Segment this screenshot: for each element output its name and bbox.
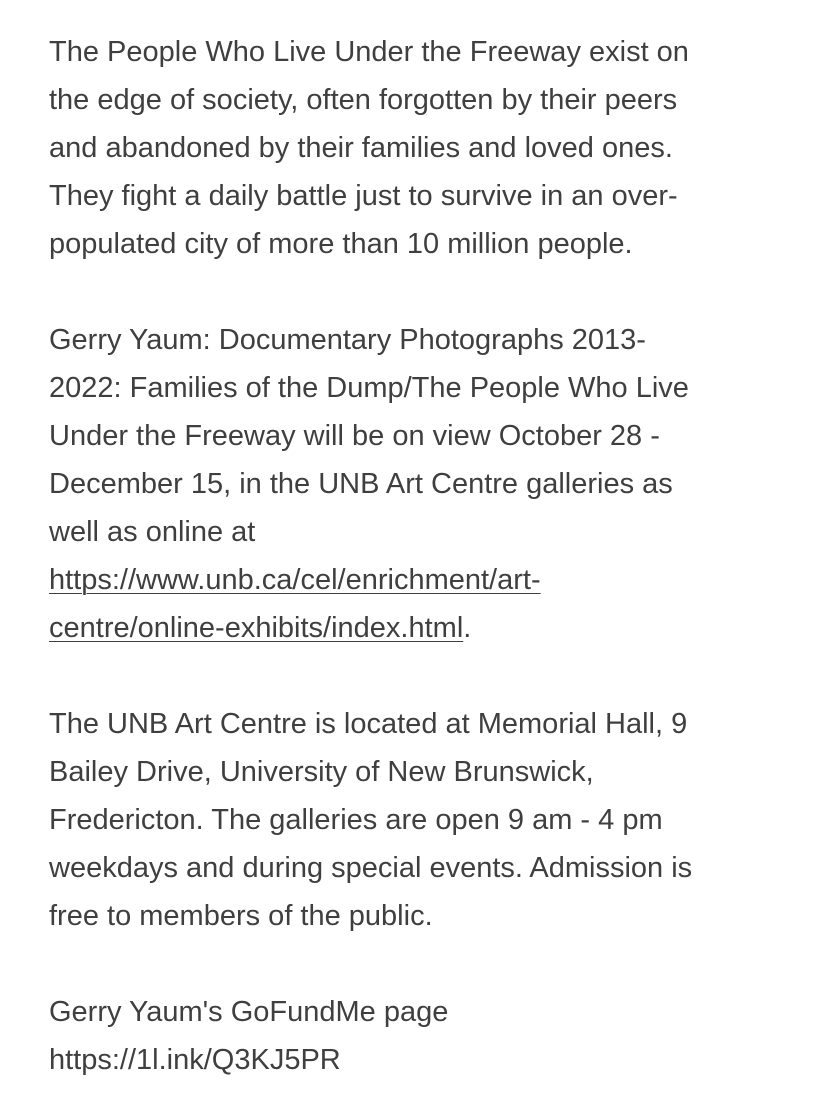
link-period: . <box>463 612 472 644</box>
text-line: December 15, in the UNB Art Centre galleries as <box>49 468 673 500</box>
text-line: Bailey Drive, University of New Brunswick, <box>49 756 594 788</box>
gofundme-label: Gerry Yaum's GoFundMe page <box>49 996 449 1028</box>
paragraph-location <box>49 700 789 940</box>
text-line: the edge of society, often forgotten by their peers <box>49 84 678 116</box>
gofundme-url[interactable]: https://1l.ink/Q3KJ5PR <box>49 1044 341 1076</box>
online-exhibits-link-continued[interactable]: centre/online-exhibits/index.html <box>49 612 464 644</box>
text-line: populated city of more than 10 million people. <box>49 228 633 260</box>
text-line: free to members of the public. <box>49 900 433 932</box>
text-line: weekdays and during special events. Admission is <box>49 852 693 884</box>
text-line: and abandoned by their families and loved ones. <box>49 132 673 164</box>
paragraph-exhibition <box>49 316 789 652</box>
text-line: They fight a daily battle just to survive in an over- <box>49 180 678 212</box>
text-line: well as online at <box>49 516 256 548</box>
link-line <box>49 604 789 652</box>
text-line: The UNB Art Centre is located at Memorial Hall, 9 <box>49 708 688 740</box>
paragraph-intro <box>49 28 789 268</box>
paragraph-gofundme <box>49 988 789 1084</box>
text-line: Under the Freeway will be on view October 28 - <box>49 420 660 452</box>
text-line: The People Who Live Under the Freeway exist on <box>49 36 689 68</box>
online-exhibits-link[interactable]: https://www.unb.ca/cel/enrichment/art- <box>49 564 541 596</box>
text-line: Fredericton. The galleries are open 9 am - 4 pm <box>49 804 663 836</box>
link-line <box>49 556 789 604</box>
article-body <box>49 28 789 1084</box>
text-line: 2022: Families of the Dump/The People Who Live <box>49 372 689 404</box>
text-line: Gerry Yaum: Documentary Photographs 2013- <box>49 324 646 356</box>
